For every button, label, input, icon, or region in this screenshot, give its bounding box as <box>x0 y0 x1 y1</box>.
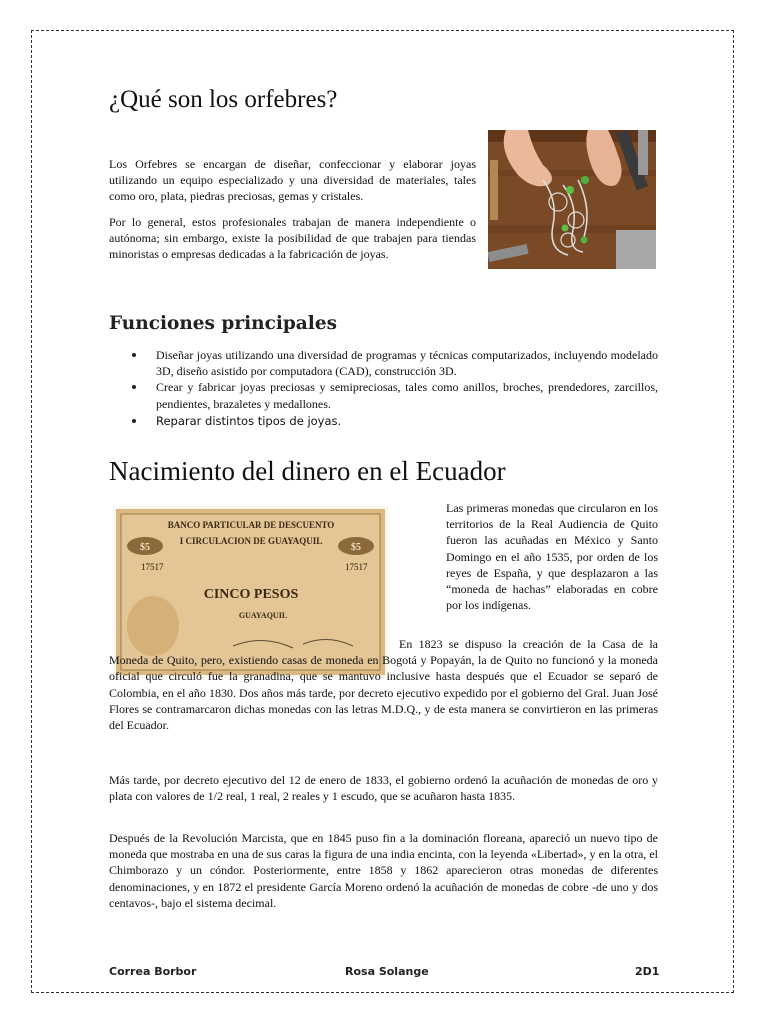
footer-right: 2D1 <box>635 965 660 978</box>
paragraph-dinero-1: Las primeras monedas que circularon en los territorios de la Real Audiencia de Quito fueron las acuñadas en México y Santo Domingo en el año 1535, por orden de los reyes de España, y que desplazaron a las “moneda de hachas” elaboradas en cobre por los indígenas. <box>446 501 658 613</box>
banknote-serial-right: 17517 <box>345 562 368 572</box>
banknote-amount: CINCO PESOS <box>203 587 299 602</box>
section-title-funciones: Funciones principales <box>109 313 338 334</box>
banknote-city: GUAYAQUIL <box>238 611 288 620</box>
section-title-dinero: Nacimiento del dinero en el Ecuador <box>109 456 506 486</box>
paragraph-dinero-2: En 1823 se dispuso la creación de la Casa de la Moneda de Quito, pero, existiendo casas de moneda en Bogotá y Popayán, la de Quito no funcionó y la moneda oficial que circuló fue la granadina, que se mantuvo inclusive hasta después que el Ecuador se separó de Colombia, en el año 1830. Dos años más tarde, por decreto ejecutivo expedido por el gobierno del Gral. Juan José Flores se contramarcaron dichas monedas con las letras M.D.Q., y de esta manera se convirtieron en las primeras del Ecuador. <box>109 637 658 733</box>
paragraph-dinero-4: Después de la Revolución Marcista, que en 1845 puso fin a la dominación floreana, apareció un nuevo tipo de moneda que mostraba en una de sus caras la figura de una india encinta, con la leyenda «Libertad», y en la otra, el Chimborazo y un cóndor. Posteriormente, entre 1858 y 1862 aparecieron otras monedas de diferentes denominaciones, y en 1872 el presidente García Moreno ordenó la acuñación de monedas de cobre -de uno y dos centavos-, bajo el sistema decimal. <box>109 831 658 910</box>
paragraph-orfebres-1: Los Orfebres se encargan de diseñar, confeccionar y elaborar joyas utilizando un equipo especializado y una diversidad de materiales, tales como oro, plata, piedras preciosas, gemas y cristales. <box>109 157 476 204</box>
banknote-bank-name: BANCO PARTICULAR DE DESCUENTO <box>167 520 335 530</box>
paragraph-orfebres-2: Por lo general, estos profesionales trabajan de manera independiente o autónoma; sin embargo, existe la posibilidad de que trabajen para tiendas minoristas o empresas dedicadas a la fabricación de joyas. <box>109 215 476 262</box>
banknote-denomination-right: $5 <box>351 542 361 553</box>
list-item: Diseñar joyas utilizando una diversidad de programas y técnicas computarizados, incluyendo modelado 3D, diseño asistido por computadora (CAD), construcción 3D. <box>126 347 658 379</box>
list-item: Crear y fabricar joyas preciosas y semipreciosas, tales como anillos, broches, prendedores, zarcillos, pendientes, brazaletes y medallones. <box>126 379 658 411</box>
banknote-serial-left: 17517 <box>141 562 164 572</box>
list-item: Reparar distintos tipos de joyas. <box>126 413 658 429</box>
banknote-circulation: I CIRCULACION DE GUAYAQUIL <box>179 536 323 546</box>
footer-center: Rosa Solange <box>345 965 429 978</box>
section-title-orfebres: ¿Qué son los orfebres? <box>109 86 338 113</box>
banknote-denomination-left: $5 <box>140 542 150 553</box>
jeweler-hands-photo <box>488 130 656 269</box>
footer-left: Correa Borbor <box>109 965 197 978</box>
paragraph-dinero-3: Más tarde, por decreto ejecutivo del 12 de enero de 1833, el gobierno ordenó la acuñación de monedas de oro y plata con valores de 1/2 real, 1 real, 2 reales y 1 escudo, que se acuñaron hasta 1835. <box>109 773 658 804</box>
functions-list <box>126 347 658 429</box>
